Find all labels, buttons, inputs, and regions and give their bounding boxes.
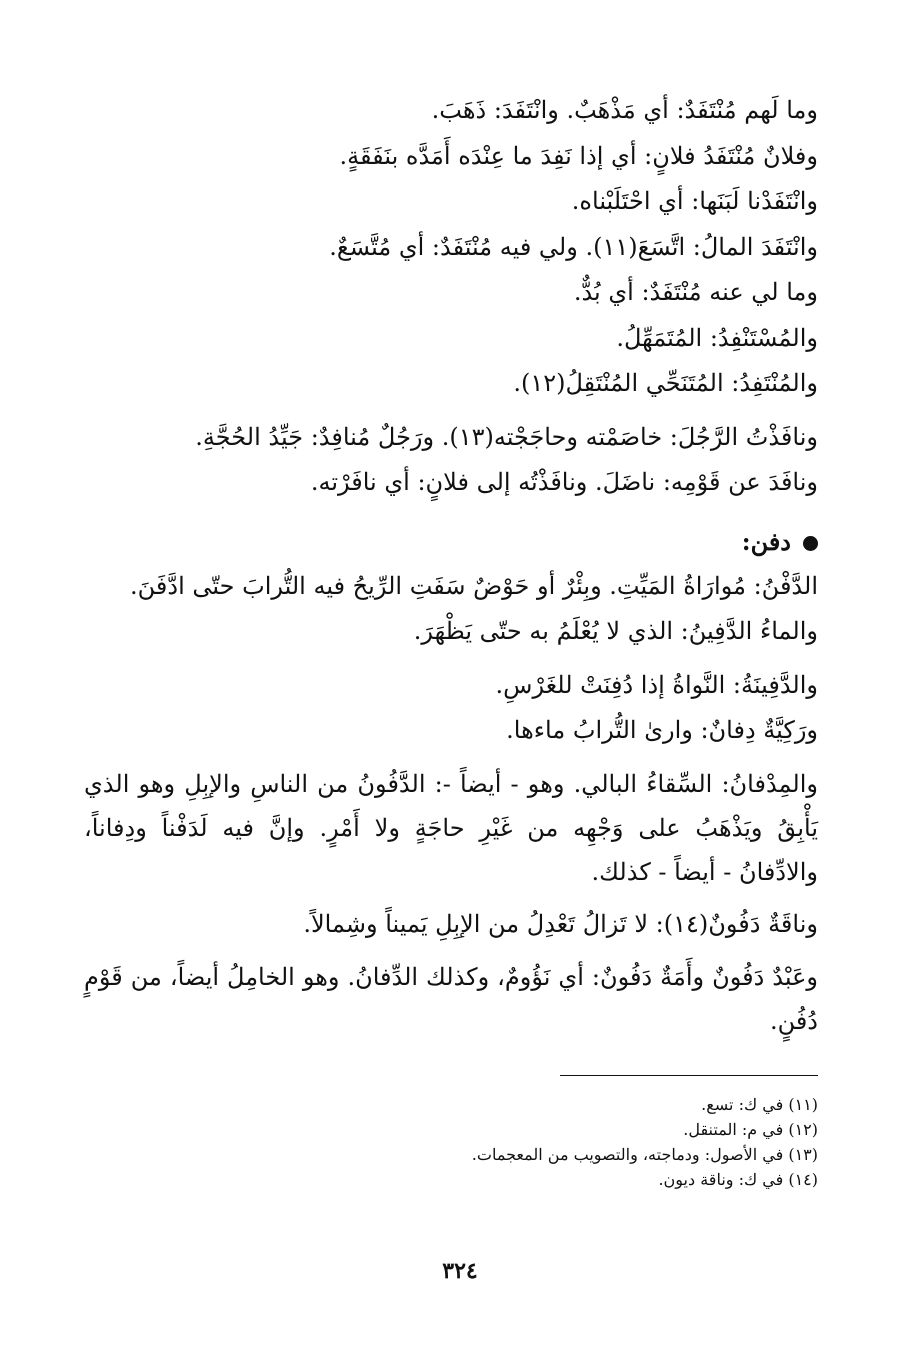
text-line: وانْتَفَدَ المالُ: اتَّسَعَ(١١). ولي فيه مُنْتَفَدٌ: أي مُتَّسَعٌ. xyxy=(329,232,818,261)
text-line: والدَّفِينَةُ: النَّواةُ إذا دُفِنَتْ للغَرْسِ. xyxy=(495,670,818,699)
main-text xyxy=(84,88,818,1043)
text-line: وما لَهم مُنْتَفَدٌ: أي مَذْهَبٌ. وانْتَفَدَ: ذَهَبَ. xyxy=(431,96,818,124)
footnote: (١٤) في ك: وناقة ديون. xyxy=(658,1170,818,1189)
text-line: ونافَدَ عن قَوْمِه: ناضَلَ. ونافَذْتُه إلى فلانٍ: أي نافَرْته. xyxy=(310,468,818,496)
text-line: ونافَذْتُ الرَّجُلَ: خاصَمْته وحاجَجْته(١٣). ورَجُلٌ مُنافِدٌ: جَيِّدُ الحُجَّةِ. xyxy=(195,422,818,451)
text-line: وما لي عنه مُنْتَفَدٌ: أي بُدٌّ. xyxy=(573,278,818,306)
text-line: ورَكِيَّةٌ دِفانٌ: وارىٰ التُّرابُ ماءها. xyxy=(506,716,818,744)
entry-dafn-lines xyxy=(84,564,818,1044)
entry-heading xyxy=(84,520,818,564)
text-line: الدَّفْنُ: مُوارَاةُ المَيِّتِ. وبِئْرٌ أو حَوْضٌ سَفَتِ الرِّيحُ فيه التُّرابَ حتّى ادَّفَنَ. xyxy=(130,571,818,600)
text-line: والمُسْتَنْفِدُ: المُتَمَهِّلُ. xyxy=(616,323,818,352)
entry-heading-label: دفن: xyxy=(741,526,791,556)
entry-nafad-lines xyxy=(84,88,818,506)
text-paragraph: وعَبْدٌ دَفُونٌ وأَمَةٌ دَفُونٌ: أي نَؤُومٌ، وكذلك الدِّفانُ. وهو الخامِلُ أيضاً، من قَوْمٍ دُفُنٍ. xyxy=(84,963,818,1035)
text-paragraph: والمِدْفانُ: السِّقاءُ البالي. وهو - أيضاً -: الدَّفُونُ من الناسِ والإبِلِ وهو الذي يَأْبِقُ ويَذْهَبُ على وَجْهِه من غَيْرِ حاجَةٍ ولا أَمْرٍ. وإنَّ فيه لَدَفْناً ودِفاناً، والادِّفانُ - أيضاً - كذلك. xyxy=(84,769,818,886)
page-number: ٣٢٤ xyxy=(442,1258,478,1284)
footnote-divider xyxy=(560,1075,818,1076)
text-line: والمُنْتَفِدُ: المُتَنَحِّي المُنْتَقِلُ(١٢). xyxy=(513,369,818,397)
text-line: وانْتَفَدْنا لَبَنَها: أي احْتَلَبْناه. xyxy=(571,187,818,215)
footnote: (١١) في ك: تسع. xyxy=(701,1095,818,1114)
text-line: والماءُ الدَّفِينُ: الذي لا يُعْلَمُ به حتّى يَظْهَرَ. xyxy=(413,617,818,645)
bullet-icon xyxy=(803,536,818,551)
text-line: وناقَةٌ دَفُونٌ(١٤): لا تَزالُ تَعْدِلُ من الإبِلِ يَميناً وشِمالاً. xyxy=(303,909,818,938)
footnotes xyxy=(218,1092,818,1192)
footnote: (١٣) في الأصول: ودماجته، والتصويب من المعجمات. xyxy=(471,1145,818,1164)
footnote: (١٢) في م: المتنقل. xyxy=(683,1120,818,1139)
text-line: وفلانٌ مُنْتَفَدُ فلانٍ: أي إذا نَفِدَ ما عِنْدَه أَمَدَّه بنَفَقَةٍ. xyxy=(339,141,818,170)
